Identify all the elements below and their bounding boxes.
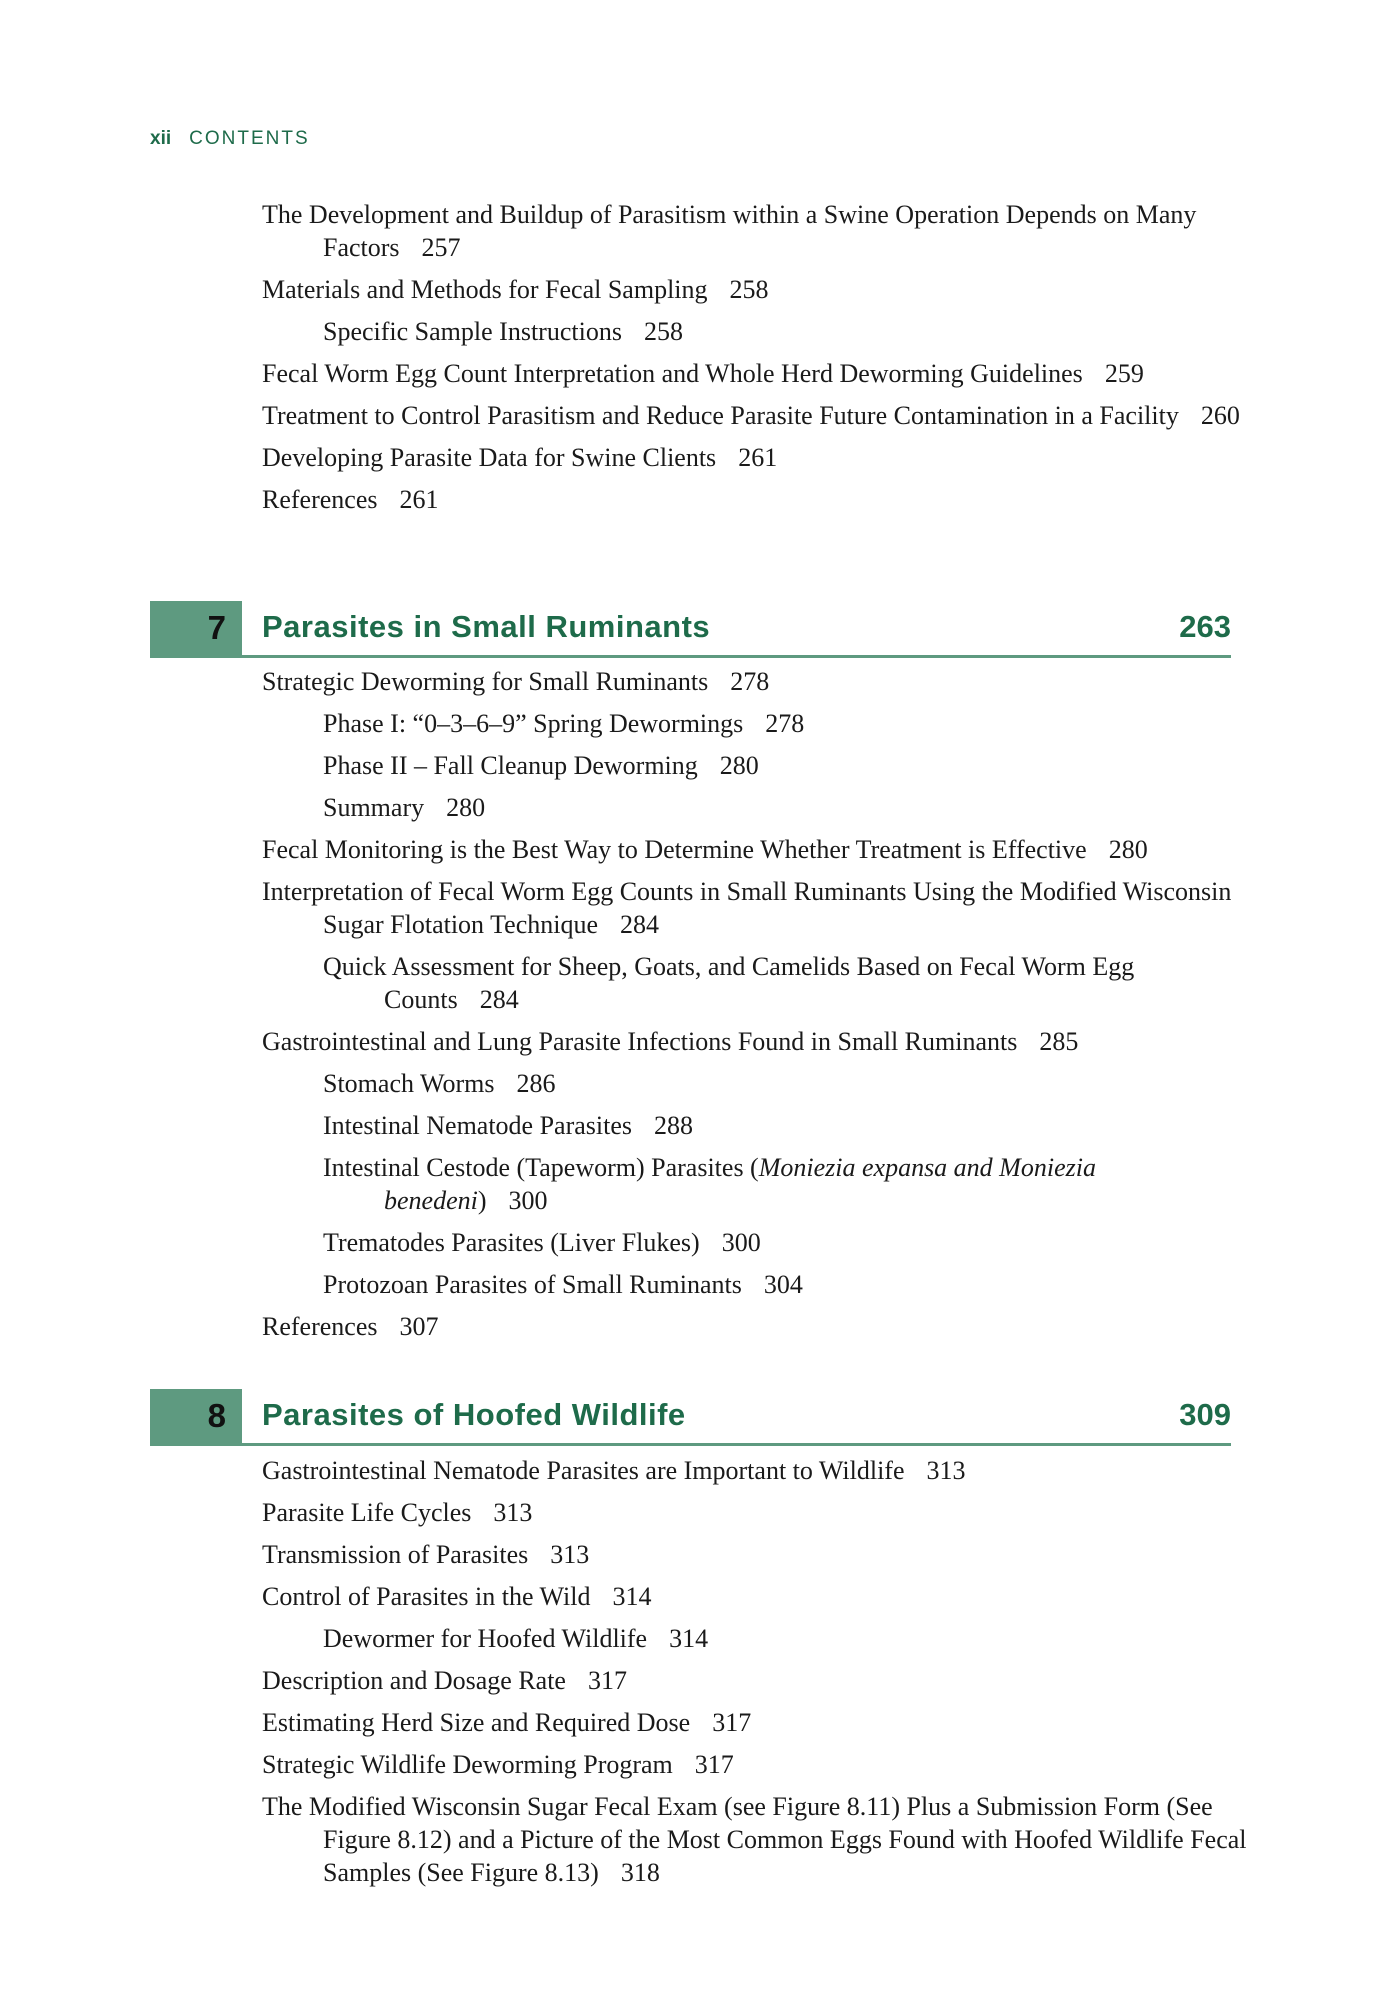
toc-entry-page: 317 <box>587 1666 627 1695</box>
toc-entry-title: The Development and Buildup of Parasitism within a Swine Operation Depends on Many Factors <box>262 200 1197 262</box>
running-header <box>150 128 310 150</box>
toc-entry-page: 286 <box>516 1069 556 1098</box>
chapter-page-number: 309 <box>1179 1397 1231 1432</box>
chapter-title: Parasites in Small Ruminants <box>262 609 711 644</box>
toc-entry-page: 318 <box>620 1858 660 1887</box>
chapter-heading-8[interactable] <box>150 1389 1231 1446</box>
toc-entry[interactable] <box>323 707 1262 740</box>
toc-entry[interactable] <box>262 399 1262 432</box>
toc-entry-title: Protozoan Parasites of Small Ruminants <box>323 1270 742 1299</box>
toc-entry-title-italic: Moniezia expansa and Moniezia benedeni <box>384 1153 1096 1215</box>
toc-entry-page: 278 <box>730 667 770 696</box>
toc-entry-title: Materials and Methods for Fecal Sampling <box>262 275 708 304</box>
chapter-heading-7[interactable] <box>150 601 1231 658</box>
toc-entry-page: 260 <box>1200 401 1240 430</box>
toc-entry-page: 317 <box>712 1708 752 1737</box>
toc-entry-title: Trematodes Parasites (Liver Flukes) <box>323 1228 700 1257</box>
toc-entry[interactable] <box>262 665 1262 698</box>
toc-entry-page: 284 <box>479 985 519 1014</box>
chapter-number-box <box>150 601 242 655</box>
toc-entry[interactable] <box>323 791 1262 824</box>
toc-section-chapter6-tail <box>262 198 1262 525</box>
toc-entry[interactable] <box>323 315 1262 348</box>
toc-entry[interactable] <box>262 1538 1262 1571</box>
toc-entry[interactable] <box>262 1580 1262 1613</box>
chapter-number: 8 <box>207 1397 226 1434</box>
toc-entry-page: 284 <box>620 910 659 939</box>
toc-entry[interactable] <box>262 1664 1262 1697</box>
toc-entry-page: 304 <box>763 1270 803 1299</box>
toc-section-chapter7 <box>262 665 1262 1352</box>
toc-entry-page: 280 <box>1108 835 1148 864</box>
toc-entry-title-after: ) <box>477 1186 487 1215</box>
toc-entry-title: Developing Parasite Data for Swine Clients <box>262 443 717 472</box>
toc-entry-title: Description and Dosage Rate <box>262 1666 566 1695</box>
toc-entry[interactable] <box>323 1067 1262 1100</box>
toc-entry[interactable] <box>262 1025 1262 1058</box>
toc-entry[interactable] <box>262 833 1262 866</box>
toc-entry-title: Gastrointestinal and Lung Parasite Infections Found in Small Ruminants <box>262 1027 1018 1056</box>
toc-entry-title: Stomach Worms <box>323 1069 495 1098</box>
toc-entry[interactable] <box>262 483 1262 516</box>
toc-entry-page: 258 <box>643 317 683 346</box>
toc-entry[interactable] <box>262 1748 1262 1781</box>
toc-entry-page: 259 <box>1104 359 1144 388</box>
chapter-page-number: 263 <box>1179 609 1231 644</box>
toc-section-chapter8 <box>262 1454 1262 1898</box>
toc-entry-page: 261 <box>399 485 439 514</box>
toc-entry-title: Control of Parasites in the Wild <box>262 1582 591 1611</box>
toc-entry[interactable] <box>323 1151 1262 1217</box>
toc-entry[interactable] <box>262 1310 1262 1343</box>
toc-entry-title: Gastrointestinal Nematode Parasites are Important to Wildlife <box>262 1456 905 1485</box>
toc-entry[interactable] <box>262 441 1262 474</box>
toc-entry[interactable] <box>262 273 1262 306</box>
toc-entry[interactable] <box>323 1268 1262 1301</box>
toc-entry[interactable] <box>323 1226 1262 1259</box>
toc-entry-page: 280 <box>446 793 486 822</box>
toc-entry-page: 313 <box>926 1456 966 1485</box>
toc-entry-title: Parasite Life Cycles <box>262 1498 472 1527</box>
toc-entry[interactable] <box>262 1496 1262 1529</box>
toc-entry-title: Summary <box>323 793 425 822</box>
toc-entry[interactable] <box>262 1706 1262 1739</box>
toc-entry-page: 313 <box>493 1498 533 1527</box>
toc-entry-title: Treatment to Control Parasitism and Reduce Parasite Future Contamination in a Facility <box>262 401 1179 430</box>
toc-entry-title: Strategic Wildlife Deworming Program <box>262 1750 673 1779</box>
toc-entry-title: Fecal Worm Egg Count Interpretation and Whole Herd Deworming Guidelines <box>262 359 1083 388</box>
chapter-number: 7 <box>207 609 226 646</box>
running-header-label: CONTENTS <box>189 128 310 149</box>
toc-entry-page: 313 <box>550 1540 590 1569</box>
toc-entry[interactable] <box>323 1109 1262 1142</box>
toc-entry[interactable] <box>323 1622 1262 1655</box>
toc-entry-page: 314 <box>612 1582 652 1611</box>
toc-entry-page: 278 <box>765 709 805 738</box>
toc-entry-title: Intestinal Cestode (Tapeworm) Parasites ( <box>323 1153 759 1182</box>
toc-entry-page: 300 <box>508 1186 548 1215</box>
toc-entry-title: Estimating Herd Size and Required Dose <box>262 1708 691 1737</box>
toc-entry-page: 300 <box>721 1228 761 1257</box>
toc-entry-title: Fecal Monitoring is the Best Way to Determine Whether Treatment is Effective <box>262 835 1087 864</box>
toc-entry-title: Phase II – Fall Cleanup Deworming <box>323 751 698 780</box>
page-folio: xii <box>150 128 172 149</box>
toc-entry-title: References <box>262 485 378 514</box>
toc-entry[interactable] <box>323 950 1262 1016</box>
toc-entry-title: Quick Assessment for Sheep, Goats, and Camelids Based on Fecal Worm Egg Counts <box>323 952 1135 1014</box>
toc-entry[interactable] <box>262 1790 1262 1889</box>
toc-entry-title: Transmission of Parasites <box>262 1540 529 1569</box>
toc-entry-page: 280 <box>719 751 759 780</box>
toc-entry-title: Specific Sample Instructions <box>323 317 622 346</box>
toc-entry-page: 317 <box>694 1750 734 1779</box>
toc-entry-page: 288 <box>654 1111 694 1140</box>
toc-entry-page: 307 <box>399 1312 439 1341</box>
toc-entry-page: 285 <box>1039 1027 1079 1056</box>
toc-entry-title: The Modified Wisconsin Sugar Fecal Exam (see Figure 8.11) Plus a Submission Form (See Figure 8.12) and a Picture of the Most Common Eggs Found with Hoofed Wildlife Fecal Samples (See Figure 8.13) <box>262 1792 1247 1887</box>
toc-entry[interactable] <box>262 1454 1262 1487</box>
chapter-title: Parasites of Hoofed Wildlife <box>262 1397 686 1432</box>
toc-entry-page: 261 <box>738 443 778 472</box>
toc-entry-title: References <box>262 1312 378 1341</box>
toc-entry[interactable] <box>323 749 1262 782</box>
toc-entry-page: 258 <box>729 275 769 304</box>
toc-entry-title: Phase I: “0–3–6–9” Spring Dewormings <box>323 709 744 738</box>
toc-entry-title: Intestinal Nematode Parasites <box>323 1111 633 1140</box>
toc-entry-page: 314 <box>669 1624 709 1653</box>
toc-entry-page: 257 <box>421 233 461 262</box>
toc-entry-title: Interpretation of Fecal Worm Egg Counts in Small Ruminants Using the Modified Wisconsin Sugar Flotation Technique <box>262 877 1232 939</box>
toc-entry[interactable] <box>262 198 1262 264</box>
toc-entry-title: Dewormer for Hoofed Wildlife <box>323 1624 648 1653</box>
toc-entry-title: Strategic Deworming for Small Ruminants <box>262 667 709 696</box>
chapter-number-box <box>150 1389 242 1443</box>
toc-entry[interactable] <box>262 875 1262 941</box>
toc-entry[interactable] <box>262 357 1262 390</box>
